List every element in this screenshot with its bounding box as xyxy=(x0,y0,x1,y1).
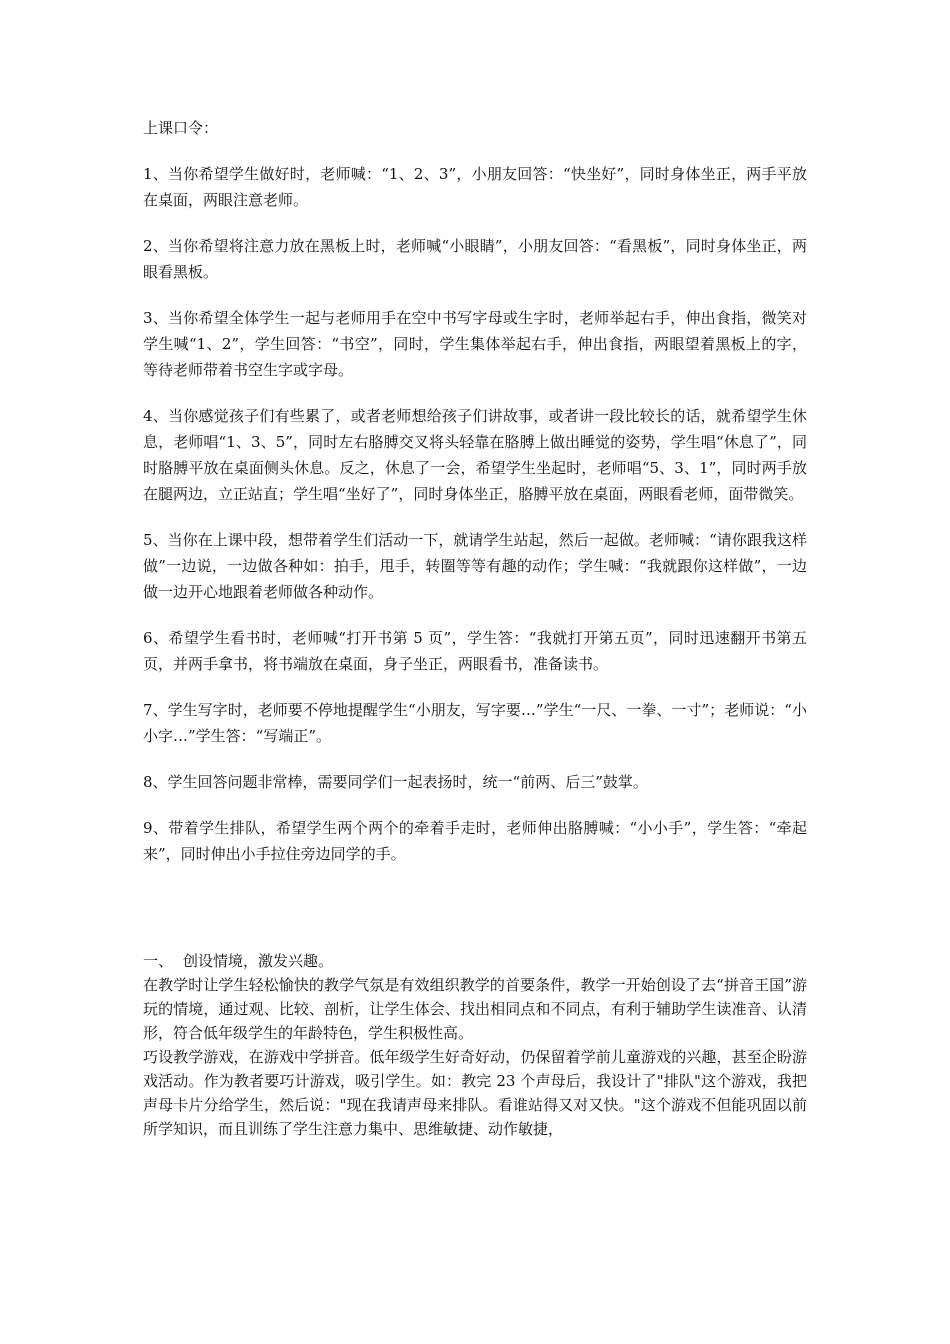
document-heading: 上课口令： xyxy=(143,119,219,137)
command-item-3: 3、当你希望全体学生一起与老师用手在空中书写字母或生字时，老师举起右手，伸出食指，微笑对学生喊“1、2”，学生回答：“书空”，同时，学生集体举起右手，伸出食指，两眼望着黑板上的字，等待老师带着书空生字或字母。 xyxy=(143,309,807,379)
command-item-1: 1、当你希望学生做好时，老师喊：“1、2、3”，小朋友回答：“快坐好”，同时身体坐正，两手平放在桌面，两眼注意老师。 xyxy=(143,165,807,209)
section-paragraph-2: 巧设教学游戏，在游戏中学拼音。低年级学生好奇好动，仍保留着学前儿童游戏的兴趣，甚至企盼游戏活动。作为教者要巧计游戏，吸引学生。如：教完 23 个声母后，我设计了"排队"这个游戏，我把声母卡片分给学生，然后说："现在我请声母来排队。看谁站得又对又快。"这个游戏不但能巩固以前所学知识，而且训练了学生注意力集中、思维敏捷、动作敏捷， xyxy=(143,1048,807,1138)
command-item-5: 5、当你在上课中段，想带着学生们活动一下，就请学生站起，然后一起做。老师喊：“请你跟我这样做”一边说，一边做各种如：拍手，甩手，转圈等等有趣的动作；学生喊：“我就跟你这样做”，一边做一边开心地跟着老师做各种动作。 xyxy=(143,531,807,601)
command-item-6: 6、希望学生看书时，老师喊“打开书第 5 页”，学生答：“我就打开第五页”，同时迅速翻开书第五页，并两手拿书，将书端放在桌面，身子坐正，两眼看书，准备读书。 xyxy=(143,629,807,673)
section-gap xyxy=(143,887,807,949)
command-list xyxy=(143,161,807,867)
section-block xyxy=(143,949,807,1141)
command-item-2: 2、当你希望将注意力放在黑板上时，老师喊“小眼睛”，小朋友回答：“看黑板”，同时身体坐正，两眼看黑板。 xyxy=(143,237,807,281)
command-item-8: 8、学生回答问题非常棒，需要同学们一起表扬时，统一“前两、后三”鼓掌。 xyxy=(143,773,648,791)
command-item-7: 7、学生写字时，老师要不停地提醒学生“小朋友，写字要…”学生“一尺、一拳、一寸”；老师说：“小小字…”学生答：“写端正”。 xyxy=(143,701,807,745)
section-title-text: 创设情境，激发兴趣。 xyxy=(183,952,334,970)
command-item-4: 4、当你感觉孩子们有些累了，或者老师想给孩子们讲故事，或者讲一段比较长的话，就希望学生休息，老师唱“1、3、5”，同时左右胳膊交叉将头轻靠在胳膊上做出睡觉的姿势，学生唱“休息了”，同时胳膊平放在桌面侧头休息。反之，休息了一会，希望学生坐起时，老师唱“5、3、1”，同时两手放在腿两边，立正站直；学生唱“坐好了”，同时身体坐正，胳膊平放在桌面，两眼看老师，面带微笑。 xyxy=(143,407,807,503)
document-page xyxy=(143,115,807,1141)
section-title xyxy=(143,949,807,973)
section-number: 一、 xyxy=(143,952,174,970)
command-item-9: 9、带着学生排队，希望学生两个两个的牵着手走时，老师伸出胳膊喊：“小小手”，学生答：“牵起来”，同时伸出小手拉住旁边同学的手。 xyxy=(143,819,807,863)
section-paragraph-1: 在教学时让学生轻松愉快的教学气氛是有效组织教学的首要条件，教学一开始创设了去“拼音王国”游玩的情境，通过观、比较、剖析，让学生体会、找出相同点和不同点，有利于辅助学生读准音、认清形，符合低年级学生的年龄特色，学生积极性高。 xyxy=(143,976,807,1042)
